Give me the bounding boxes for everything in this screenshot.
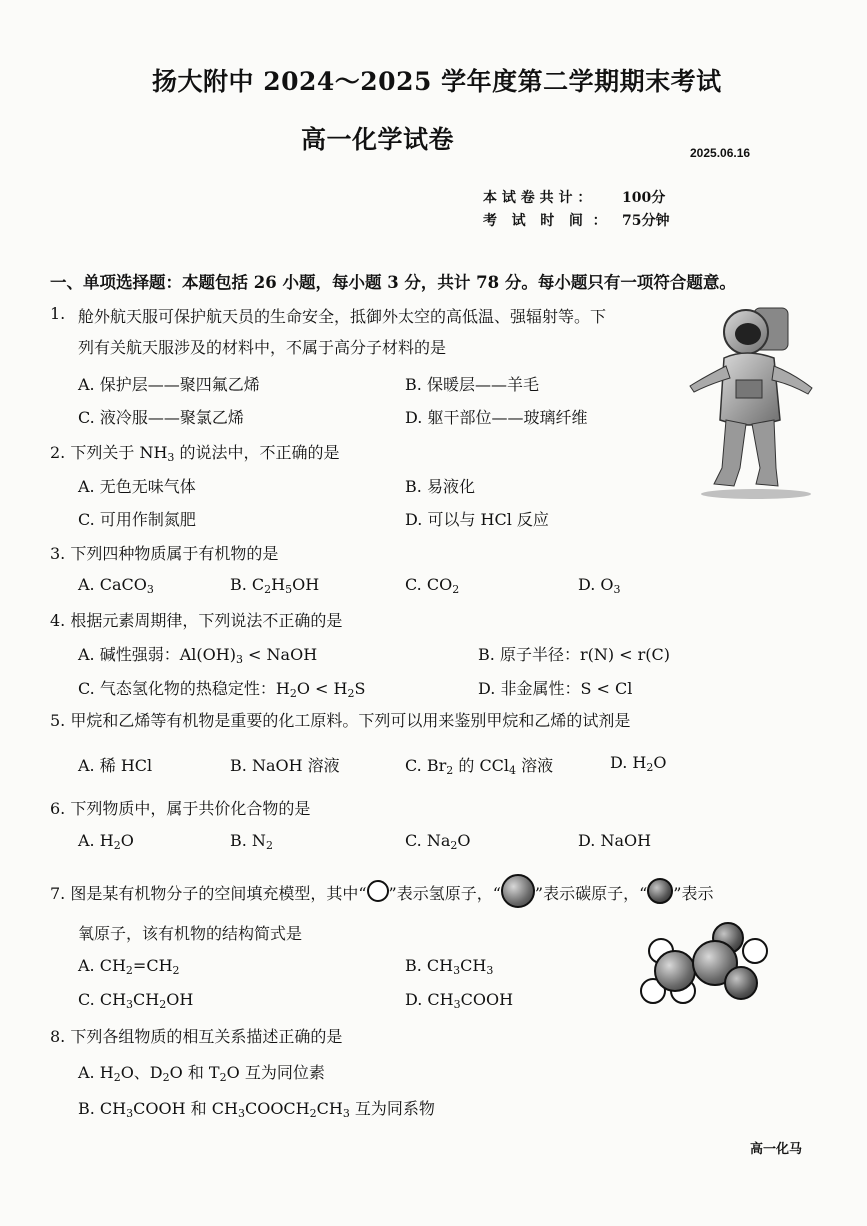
page-footer: 高一化马 — [750, 1142, 803, 1157]
q3-stem: 3. 下列四种物质属于有机物的是 — [50, 544, 279, 563]
q1-option-d: D. 躯干部位——玻璃纤维 — [405, 408, 588, 427]
q6-stem: 6. 下列物质中，属于共价化合物的是 — [50, 799, 311, 818]
q4-option-b: B. 原子半径：r(N) < r(C) — [478, 645, 671, 664]
q3-option-a: A. CaCO$_3$ — [78, 575, 154, 596]
q1-option-b: B. 保暖层——羊毛 — [405, 375, 539, 394]
q6-option-b: B. $N_2$ — [230, 831, 273, 852]
q5-stem: 5. 甲烷和乙烯等有机物是重要的化工原料。下列可以用来鉴别甲烷和乙烯的试剂是 — [50, 711, 631, 730]
q8-option-b: B. $CH_3COOH$ 和 $CH_3COOCH_2CH_3$ 互为同系物 — [78, 1099, 435, 1120]
q7-option-b: B. $CH_3CH_3$ — [405, 956, 494, 977]
q4-option-a: A. 碱性强弱：$Al(OH)_3$ < NaOH — [78, 645, 318, 666]
q2-option-c: C. 可用作制氮肥 — [78, 510, 196, 529]
q8-stem: 8. 下列各组物质的相互关系描述正确的是 — [50, 1027, 343, 1046]
q7-option-a: A. $CH_2=CH_2$ — [78, 956, 180, 977]
q8-option-a: A. $H_2O$、$D_2O$ 和 $T_2O$ 互为同位素 — [78, 1063, 325, 1084]
q5-option-a: A. 稀 HCl — [78, 756, 153, 775]
q7-stem-line1: 7. 图是某有机物分子的空间填充模型，其中“ ”表示氢原子，“ ”表示碳原子，“ ”表示 — [50, 874, 713, 908]
q4-option-c: C. 气态氢化物的热稳定性：$H_2O < H_2S$ — [78, 679, 366, 700]
q2-option-a: A. 无色无味气体 — [78, 477, 196, 496]
astronaut-illustration — [686, 300, 826, 500]
q6-option-a: A. $H_2O$ — [78, 831, 134, 852]
q1-option-a: A. 保护层——聚四氟乙烯 — [78, 375, 260, 394]
q5-option-b: B. NaOH 溶液 — [230, 756, 340, 775]
q6-option-c: C. $Na_2O$ — [405, 831, 471, 852]
q3-option-d: D. $O_3$ — [578, 575, 621, 596]
oxygen-atom-icon — [647, 878, 673, 904]
q1-stem-line1: 舱外航天服可保护航天员的生命安全，抵御外太空的高低温、强辐射等。下 — [78, 307, 607, 326]
q2-option-b: B. 易液化 — [405, 477, 475, 496]
q7-option-d: D. $CH_3COOH$ — [405, 990, 514, 1011]
molecule-h-atom — [742, 938, 768, 964]
info-total-value: 100分 — [622, 190, 666, 206]
q5-option-d: D. $H_2O$ — [610, 753, 667, 774]
q3-option-c: C. $CO_2$ — [405, 575, 460, 596]
molecule-c-atom — [654, 950, 696, 992]
info-time-label: 考 试 时 间 ： — [483, 213, 607, 229]
exam-date: 2025.06.16 — [690, 146, 751, 160]
q6-option-d: D. NaOH — [578, 831, 652, 850]
q2-option-d: D. 可以与 HCl 反应 — [405, 510, 549, 529]
q1-option-c: C. 液冷服——聚氯乙烯 — [78, 408, 244, 427]
paper-subtitle: 高一化学试卷 — [301, 125, 455, 154]
q5-option-c: C. $Br_2$ 的 CCl$_4$ 溶液 — [405, 756, 554, 777]
info-total-label: 本 试 卷 共 计 ： — [483, 190, 592, 206]
hydrogen-atom-icon — [367, 880, 389, 902]
molecule-model — [640, 920, 770, 1010]
q1-number: 1. — [50, 304, 66, 323]
section-heading: 一、单项选择题：本题包括 26 小题，每小题 3 分，共计 78 分。每小题只有一项符合题意。 — [50, 273, 736, 292]
q4-option-d: D. 非金属性：S < Cl — [478, 679, 633, 698]
q3-option-b: B. $C_2H_5OH$ — [230, 575, 320, 596]
q7-stem-line2: 氧原子，该有机物的结构简式是 — [78, 924, 303, 943]
info-time-value: 75分钟 — [622, 213, 670, 229]
q7-option-c: C. $CH_3CH_2OH$ — [78, 990, 194, 1011]
molecule-o-atom — [724, 966, 758, 1000]
q1-stem-line2: 列有关航天服涉及的材料中，不属于高分子材料的是 — [78, 338, 447, 357]
q4-stem: 4. 根据元素周期律，下列说法不正确的是 — [50, 611, 343, 630]
exam-title: 扬大附中 2024～2025 学年度第二学期期末考试 — [152, 67, 722, 96]
carbon-atom-icon — [501, 874, 535, 908]
q2-stem: 2. 下列关于 $NH_3$ 的说法中，不正确的是 — [50, 443, 340, 464]
